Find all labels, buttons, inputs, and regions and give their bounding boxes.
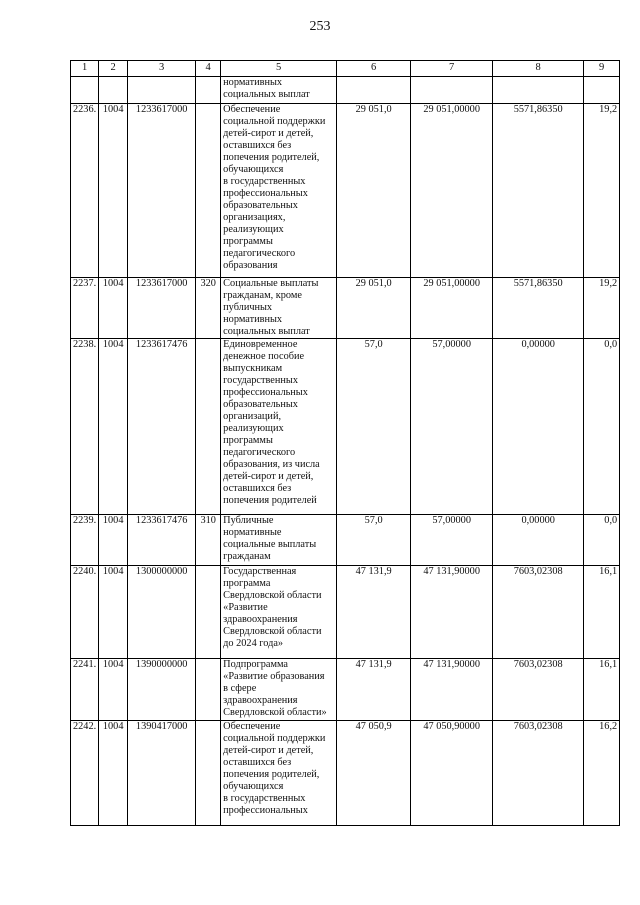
header-cell-4: 4 bbox=[196, 61, 221, 77]
amount-precise-cell: 47 050,90000 bbox=[411, 721, 493, 826]
executed-cell: 5571,86350 bbox=[493, 104, 584, 278]
header-cell-3: 3 bbox=[128, 61, 196, 77]
executed-cell: 7603,02308 bbox=[493, 721, 584, 826]
expense-type-cell bbox=[196, 659, 221, 721]
table-row bbox=[71, 566, 620, 659]
section-code-cell: 1004 bbox=[99, 659, 128, 721]
target-code-cell: 1233617476 bbox=[128, 515, 196, 566]
table-row bbox=[71, 278, 620, 339]
row-number-cell: 2239. bbox=[71, 515, 99, 566]
amount-precise-cell: 57,00000 bbox=[411, 515, 493, 566]
amount-precise-cell: 29 051,00000 bbox=[411, 278, 493, 339]
expense-type-cell: 320 bbox=[196, 278, 221, 339]
header-cell-5: 5 bbox=[221, 61, 337, 77]
expense-type-cell bbox=[196, 721, 221, 826]
target-code-cell: 1233617000 bbox=[128, 278, 196, 339]
row-number-cell: 2237. bbox=[71, 278, 99, 339]
header-cell-1: 1 bbox=[71, 61, 99, 77]
amount-precise-cell: 57,00000 bbox=[411, 339, 493, 515]
target-code-cell bbox=[128, 77, 196, 104]
amount-cell: 47 050,9 bbox=[337, 721, 411, 826]
amount-cell: 29 051,0 bbox=[337, 278, 411, 339]
percent-cell: 19,2 bbox=[584, 104, 620, 278]
description-cell: нормативных социальных выплат bbox=[221, 77, 337, 104]
description-cell: Подпрограмма «Развитие образования в сфере здравоохранения Свердловской области» bbox=[221, 659, 337, 721]
header-cell-7: 7 bbox=[411, 61, 493, 77]
description-cell: Единовременное денежное пособие выпускникам государственных профессиональных образовательных организаций, реализующих программы педагогического образования, из числа детей-сирот и детей, оставшихся без попечения родителей bbox=[221, 339, 337, 515]
expense-type-cell bbox=[196, 339, 221, 515]
percent-cell: 19,2 bbox=[584, 278, 620, 339]
table-row bbox=[71, 104, 620, 278]
row-number-cell: 2238. bbox=[71, 339, 99, 515]
header-cell-2: 2 bbox=[99, 61, 128, 77]
target-code-cell: 1390417000 bbox=[128, 721, 196, 826]
percent-cell: 0,0 bbox=[584, 339, 620, 515]
amount-cell: 57,0 bbox=[337, 339, 411, 515]
section-code-cell: 1004 bbox=[99, 566, 128, 659]
header-cell-9: 9 bbox=[584, 61, 620, 77]
row-number-cell bbox=[71, 77, 99, 104]
page-number: 253 bbox=[309, 19, 331, 34]
description-cell: Обеспечение социальной поддержки детей-сирот и детей, оставшихся без попечения родителей, обучающихся в государственных профессиональных образовательных организациях, реализующих программы педагогического образования bbox=[221, 104, 337, 278]
percent-cell: 16,1 bbox=[584, 566, 620, 659]
row-number-cell: 2241. bbox=[71, 659, 99, 721]
percent-cell: 0,0 bbox=[584, 515, 620, 566]
expense-type-cell bbox=[196, 566, 221, 659]
percent-cell: 16,2 bbox=[584, 721, 620, 826]
percent-cell bbox=[584, 77, 620, 104]
description-cell: Обеспечение социальной поддержки детей-сирот и детей, оставшихся без попечения родителей, обучающихся в государственных профессиональных bbox=[221, 721, 337, 826]
expense-type-cell bbox=[196, 77, 221, 104]
expense-type-cell bbox=[196, 104, 221, 278]
target-code-cell: 1233617000 bbox=[128, 104, 196, 278]
executed-cell: 7603,02308 bbox=[493, 659, 584, 721]
table-row bbox=[71, 659, 620, 721]
section-code-cell: 1004 bbox=[99, 104, 128, 278]
target-code-cell: 1233617476 bbox=[128, 339, 196, 515]
amount-cell: 29 051,0 bbox=[337, 104, 411, 278]
executed-cell: 5571,86350 bbox=[493, 278, 584, 339]
table-row bbox=[71, 721, 620, 826]
target-code-cell: 1390000000 bbox=[128, 659, 196, 721]
amount-cell: 47 131,9 bbox=[337, 659, 411, 721]
table-row bbox=[71, 339, 620, 515]
section-code-cell: 1004 bbox=[99, 721, 128, 826]
amount-cell bbox=[337, 77, 411, 104]
executed-cell: 7603,02308 bbox=[493, 566, 584, 659]
amount-precise-cell bbox=[411, 77, 493, 104]
amount-cell: 47 131,9 bbox=[337, 566, 411, 659]
percent-cell: 16,1 bbox=[584, 659, 620, 721]
row-number-cell: 2236. bbox=[71, 104, 99, 278]
budget-table bbox=[70, 60, 620, 826]
description-cell: Социальные выплаты гражданам, кроме публичных нормативных социальных выплат bbox=[221, 278, 337, 339]
amount-precise-cell: 47 131,90000 bbox=[411, 566, 493, 659]
section-code-cell: 1004 bbox=[99, 339, 128, 515]
header-cell-8: 8 bbox=[493, 61, 584, 77]
section-code-cell bbox=[99, 77, 128, 104]
description-cell: Государственная программа Свердловской области «Развитие здравоохранения Свердловской области до 2024 года» bbox=[221, 566, 337, 659]
section-code-cell: 1004 bbox=[99, 515, 128, 566]
executed-cell bbox=[493, 77, 584, 104]
executed-cell: 0,00000 bbox=[493, 339, 584, 515]
executed-cell: 0,00000 bbox=[493, 515, 584, 566]
target-code-cell: 1300000000 bbox=[128, 566, 196, 659]
section-code-cell: 1004 bbox=[99, 278, 128, 339]
header-cell-6: 6 bbox=[337, 61, 411, 77]
row-number-cell: 2240. bbox=[71, 566, 99, 659]
row-number-cell: 2242. bbox=[71, 721, 99, 826]
amount-cell: 57,0 bbox=[337, 515, 411, 566]
description-cell: Публичные нормативные социальные выплаты гражданам bbox=[221, 515, 337, 566]
table-header-row bbox=[71, 61, 620, 77]
amount-precise-cell: 47 131,90000 bbox=[411, 659, 493, 721]
amount-precise-cell: 29 051,00000 bbox=[411, 104, 493, 278]
expense-type-cell: 310 bbox=[196, 515, 221, 566]
table-row bbox=[71, 515, 620, 566]
table-row-continuation bbox=[71, 77, 620, 104]
